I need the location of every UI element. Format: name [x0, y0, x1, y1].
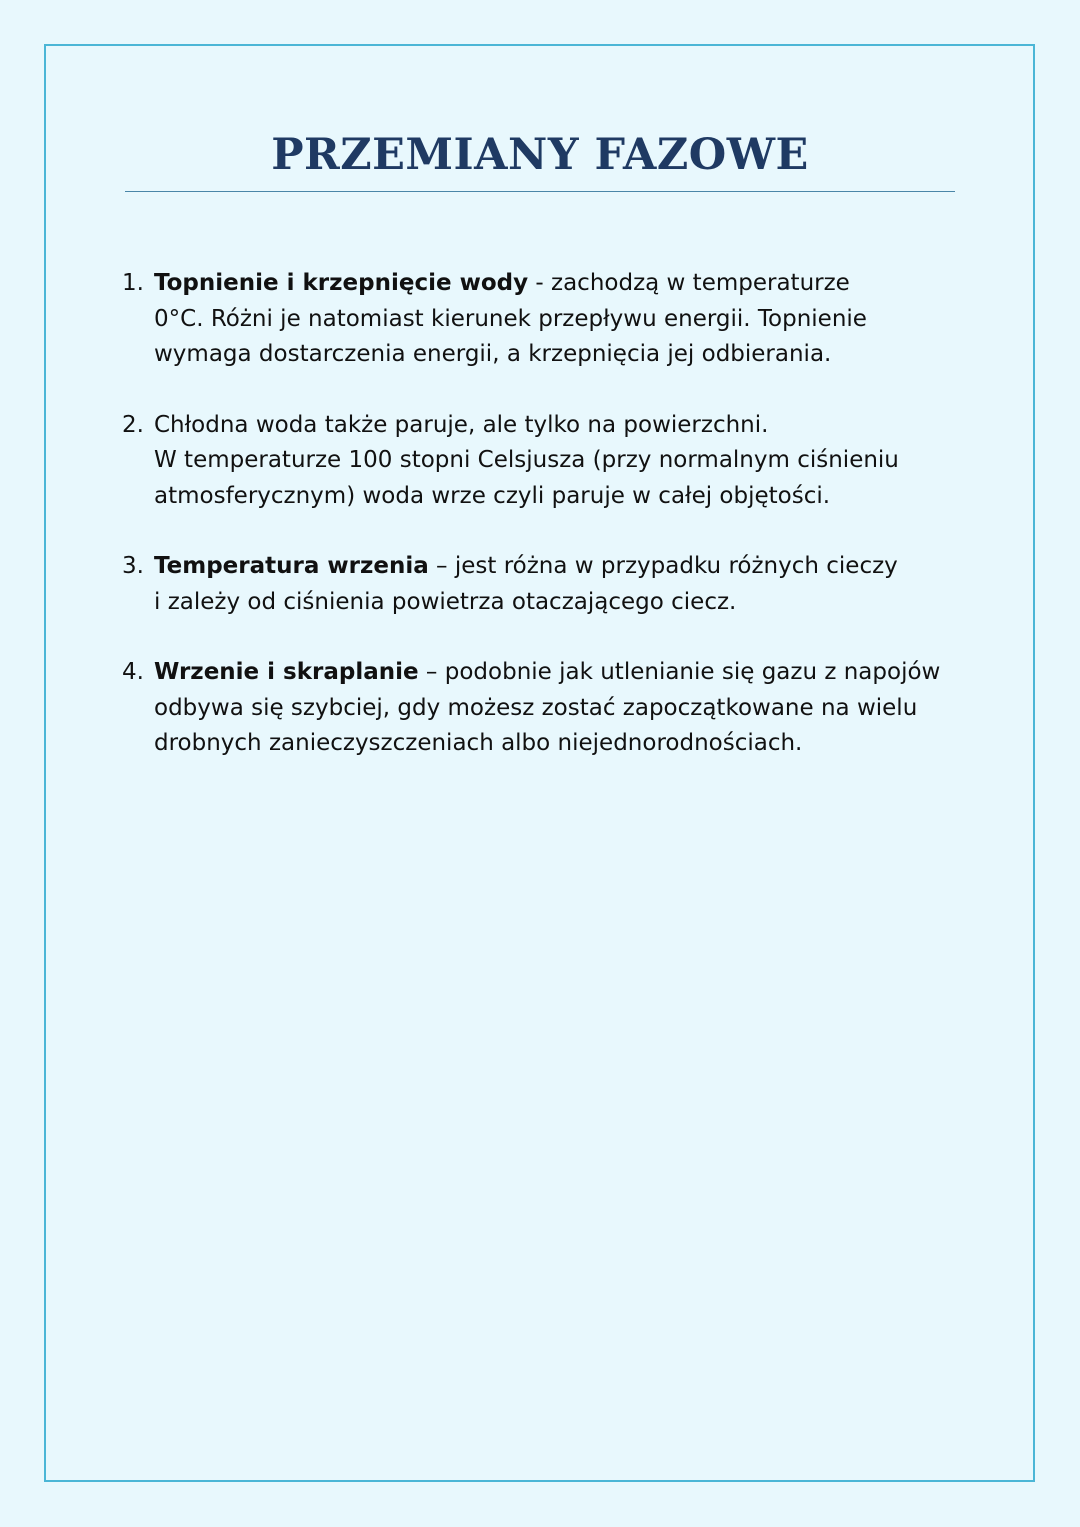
phase-change-list	[120, 266, 940, 797]
item-number: 1.	[122, 270, 144, 296]
item-line	[154, 266, 940, 302]
item-term: Topnienie i krzepnięcie wody	[154, 270, 529, 296]
item-number: 4.	[122, 659, 144, 685]
item-term: Wrzenie i skraplanie	[154, 659, 419, 685]
item-line	[154, 655, 940, 691]
item-line: W temperaturze 100 stopni Celsjusza (przy normalnym ciśnieniu	[154, 447, 899, 473]
list-item-3	[120, 549, 940, 620]
item-number: 2.	[122, 411, 144, 438]
item-text: - zachodzą w temperaturze	[528, 270, 850, 296]
list-item-4	[120, 655, 940, 762]
item-text: – jest różna w przypadku różnych cieczy	[428, 553, 898, 579]
page-title: PRZEMIANY FAZOWE	[271, 130, 809, 180]
item-line: i zależy od ciśnienia powietrza otaczającego ciecz.	[154, 588, 737, 615]
item-line: odbywa się szybciej, gdy możesz zostać zapoczątkowane na wielu	[154, 694, 918, 721]
item-text: – podobnie jak utlenianie się gazu z napojów	[418, 659, 941, 685]
list-item-1	[120, 266, 940, 373]
item-number: 3.	[122, 553, 144, 579]
list-item-2	[120, 408, 940, 515]
item-line: atmosferycznym) woda wrze czyli paruje w całej objętości.	[154, 482, 831, 509]
item-line: drobnych zanieczyszczeniach albo niejednorodnościach.	[154, 730, 803, 756]
item-term: Temperatura wrzenia	[154, 553, 429, 579]
title-divider	[125, 191, 955, 192]
item-line: wymaga dostarczenia energii, a krzepnięcia jej odbierania.	[154, 341, 832, 367]
item-line	[154, 549, 940, 585]
item-line: Chłodna woda także paruje, ale tylko na powierzchni.	[154, 411, 769, 438]
item-line: 0°C. Różni je natomiast kierunek przepływu energii. Topnienie	[154, 305, 867, 332]
